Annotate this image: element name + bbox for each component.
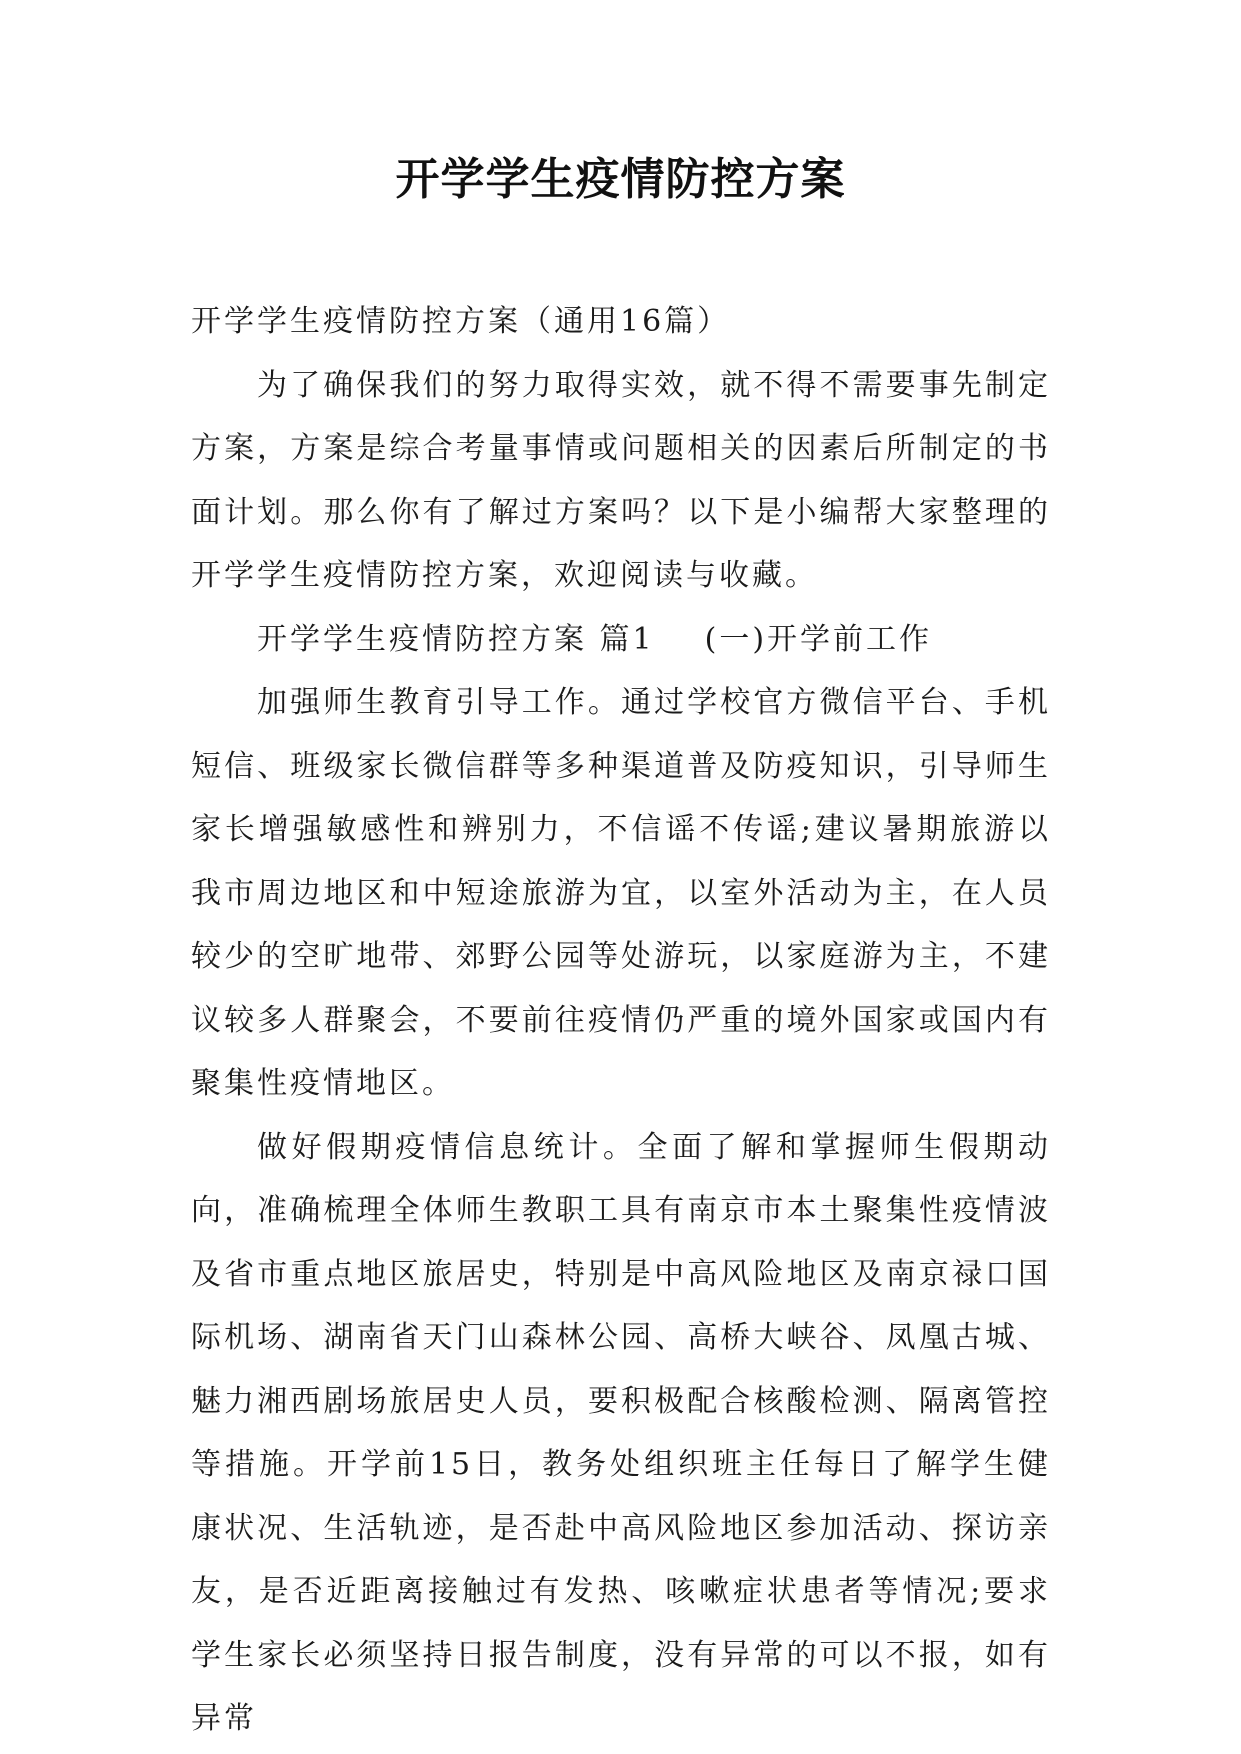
document-subtitle: 开学学生疫情防控方案（通用16篇） <box>191 304 731 339</box>
document-body <box>191 290 1051 1751</box>
document-title: 开学学生疫情防控方案 <box>395 154 846 205</box>
section-heading-line <box>191 608 1051 672</box>
body-paragraph-2: 做好假期疫情信息统计。全面了解和掌握师生假期动向，准确梳理全体师生教职工具有南京市本土聚集性疫情波及省市重点地区旅居史，特别是中高风险地区及南京禄口国际机场、湖南省天门山森林公园、高桥大峡谷、凤凰古城、魅力湘西剧场旅居史人员，要积极配合核酸检测、隔离管控等措施。开学前15日，教务处组织班主任每日了解学生健康状况、生活轨迹，是否赴中高风险地区参加活动、探访亲友，是否近距离接触过有发热、咳嗽症状患者等情况;要求学生家长必须坚持日报告制度，没有异常的可以不报，如有异常 <box>191 1129 1051 1736</box>
body-paragraph-1: 加强师生教育引导工作。通过学校官方微信平台、手机短信、班级家长微信群等多种渠道普及防疫知识，引导师生家长增强敏感性和辨别力，不信谣不传谣;建议暑期旅游以我市周边地区和中短途旅游为宜，以室外活动为主，在人员较少的空旷地带、郊野公园等处游玩，以家庭游为主，不建议较多人群聚会，不要前往疫情仍严重的境外国家或国内有聚集性疫情地区。 <box>191 685 1051 1101</box>
intro-paragraph: 为了确保我们的努力取得实效，就不得不需要事先制定方案，方案是综合考量事情或问题相关的因素后所制定的书面计划。那么你有了解过方案吗？以下是小编帮大家整理的开学学生疫情防控方案，欢迎阅读与收藏。 <box>191 367 1051 593</box>
section-subheading: (一)开学前工作 <box>704 621 933 657</box>
section-label: 开学学生疫情防控方案 篇1 <box>257 621 655 657</box>
